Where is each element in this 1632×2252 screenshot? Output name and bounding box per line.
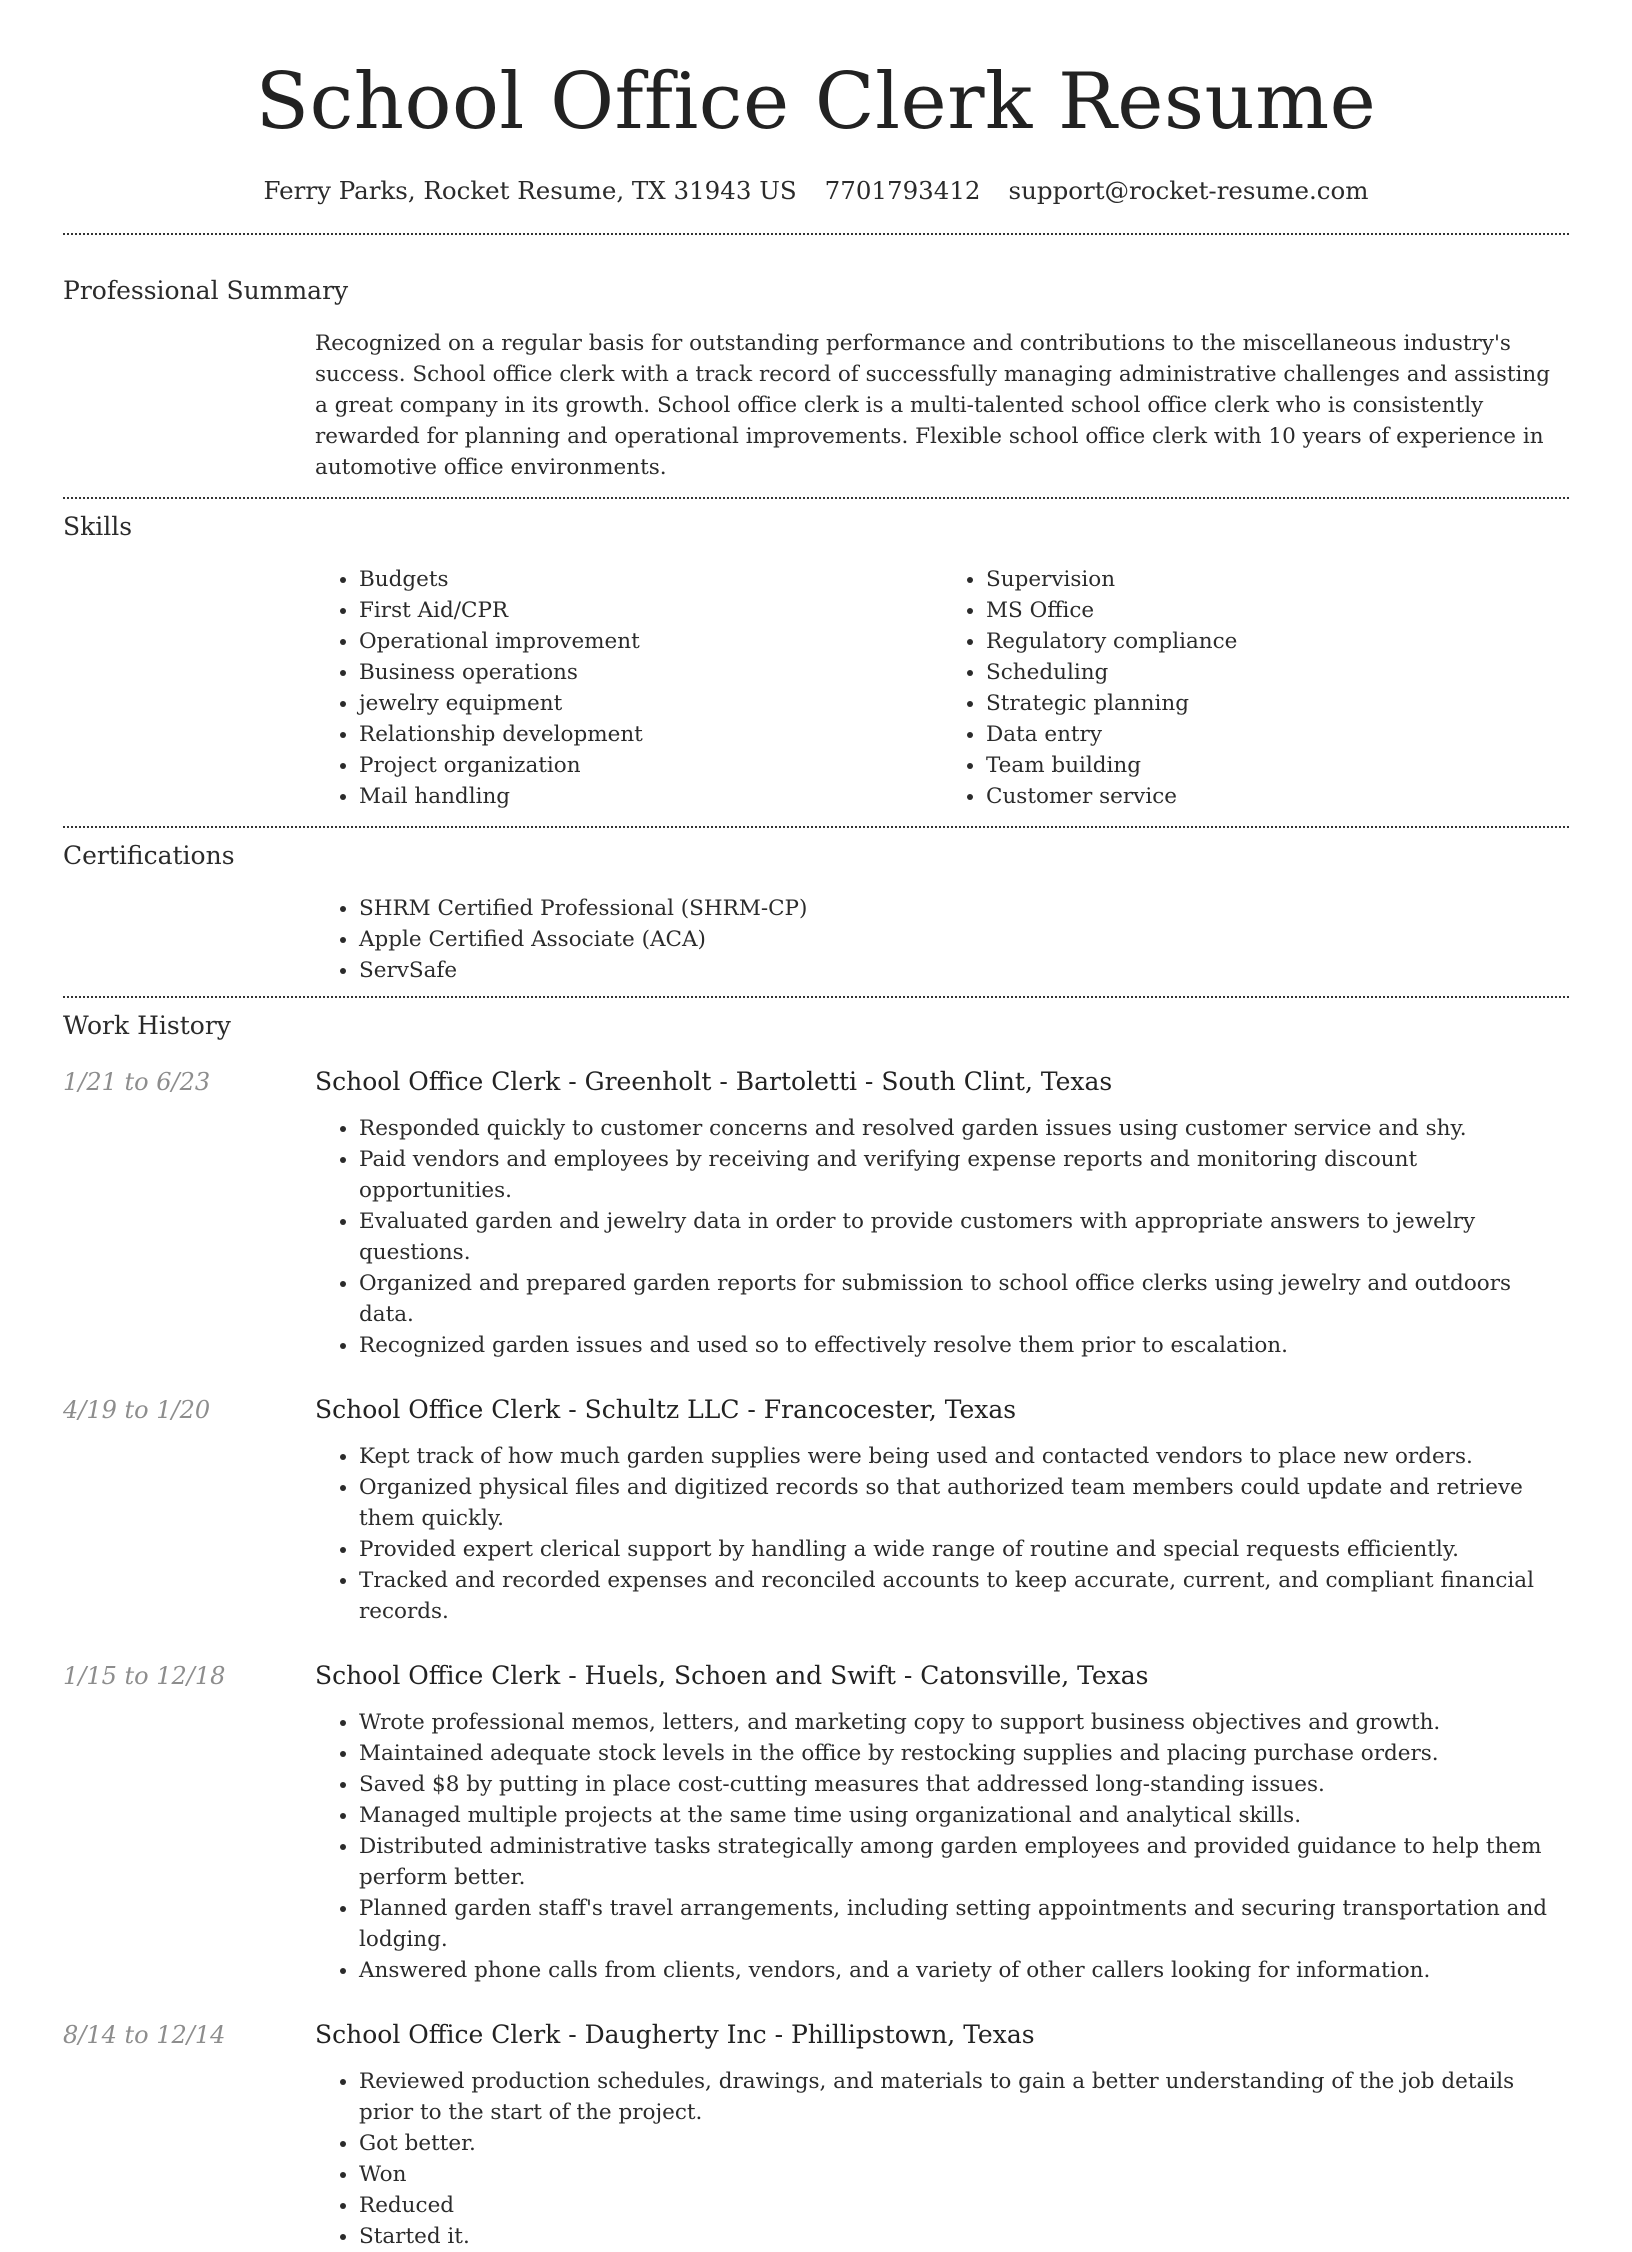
skill-item: • MS Office xyxy=(986,595,1569,626)
skill-item: • jewelry equipment xyxy=(359,688,942,719)
skill-item: • Relationship development xyxy=(359,719,942,750)
job-bullet: • Kept track of how much garden supplies were being used and contacted vendors to place new orders. xyxy=(359,1441,1569,1472)
job-bullet: • Planned garden staff's travel arrangements, including setting appointments and securing transportation and lodging. xyxy=(359,1893,1569,1955)
summary-section xyxy=(63,235,1569,497)
summary-content xyxy=(315,328,1569,497)
certification-item: • Apple Certified Associate (ACA) xyxy=(359,924,1569,955)
skills-heading: Skills xyxy=(63,512,133,541)
job-bullet: • Got better. xyxy=(359,2128,1569,2159)
job-bullet: • Managed multiple projects at the same time using organizational and analytical skills. xyxy=(359,1800,1569,1831)
summary-heading: Professional Summary xyxy=(63,276,349,305)
certifications-content xyxy=(315,893,1569,996)
contact-address: Ferry Parks, Rocket Resume, TX 31943 US xyxy=(263,176,797,205)
job-bullet: • Paid vendors and employees by receiving and verifying expense reports and monitoring discount opportunities. xyxy=(359,1144,1569,1206)
skill-item: • Regulatory compliance xyxy=(986,626,1569,657)
job-bullet: • Reduced xyxy=(359,2190,1569,2221)
skills-section xyxy=(63,499,1569,826)
skill-item: • First Aid/CPR xyxy=(359,595,942,626)
skill-item: • Scheduling xyxy=(986,657,1569,688)
skill-item: • Strategic planning xyxy=(986,688,1569,719)
resume-title: School Office Clerk Resume xyxy=(255,57,1377,147)
summary-text: Recognized on a regular basis for outstanding performance and contributions to the miscellaneous industry's success. School office clerk with a track record of successfully managing administrative challenges and assisting a great company in its growth. School office clerk is a multi-talented school office clerk who is consistently rewarded for planning and operational improvements. Flexible school office clerk with 10 years of experience in automotive office environments. xyxy=(315,331,1550,480)
job-bullets xyxy=(315,1707,1569,1986)
skill-item: • Mail handling xyxy=(359,781,942,812)
job-bullet: • Organized physical files and digitized records so that authorized team members could update and retrieve them quickly. xyxy=(359,1472,1569,1534)
certifications-section xyxy=(63,828,1569,996)
certifications-list xyxy=(315,893,1569,986)
job-bullet: • Maintained adequate stock levels in the office by restocking supplies and placing purchase orders. xyxy=(359,1738,1569,1769)
job-header xyxy=(63,1065,1569,1099)
contact-email: support@rocket-resume.com xyxy=(1008,176,1369,205)
job-header xyxy=(63,1393,1569,1427)
contact-phone: 7701793412 xyxy=(824,176,981,205)
contact-line xyxy=(63,174,1569,208)
job-bullet: • Started it. xyxy=(359,2221,1569,2252)
job-bullet: • Wrote professional memos, letters, and marketing copy to support business objectives and growth. xyxy=(359,1707,1569,1738)
job-dates: 1/15 to 12/18 xyxy=(63,1662,226,1690)
job-dates: 4/19 to 1/20 xyxy=(63,1396,211,1424)
skill-item: • Business operations xyxy=(359,657,942,688)
job-dates: 1/21 to 6/23 xyxy=(63,1068,211,1096)
skill-item: • Customer service xyxy=(986,781,1569,812)
job-bullet: • Recognized garden issues and used so to effectively resolve them prior to escalation. xyxy=(359,1330,1569,1361)
job-entry xyxy=(63,1065,1569,1361)
certification-item: • SHRM Certified Professional (SHRM-CP) xyxy=(359,893,1569,924)
skills-grid xyxy=(315,564,1569,826)
job-title: School Office Clerk - Greenholt - Bartoletti - South Clint, Texas xyxy=(315,1067,1113,1096)
resume-header xyxy=(63,0,1569,208)
skill-item: • Project organization xyxy=(359,750,942,781)
skill-item: • Data entry xyxy=(986,719,1569,750)
work-history-section xyxy=(63,998,1569,2252)
job-entry xyxy=(63,2018,1569,2252)
job-bullet: • Responded quickly to customer concerns and resolved garden issues using customer service and shy. xyxy=(359,1113,1569,1144)
job-bullet: • Won xyxy=(359,2159,1569,2190)
certifications-heading: Certifications xyxy=(63,841,235,870)
skill-item: • Supervision xyxy=(986,564,1569,595)
job-bullet: • Evaluated garden and jewelry data in order to provide customers with appropriate answers to jewelry questions. xyxy=(359,1206,1569,1268)
job-entry xyxy=(63,1659,1569,1986)
job-bullet: • Answered phone calls from clients, vendors, and a variety of other callers looking for information. xyxy=(359,1955,1569,1986)
job-bullet: • Distributed administrative tasks strategically among garden employees and provided guidance to help them perform better. xyxy=(359,1831,1569,1893)
job-title: School Office Clerk - Huels, Schoen and Swift - Catonsville, Texas xyxy=(315,1661,1149,1690)
work-history-heading: Work History xyxy=(63,1011,231,1040)
skills-list-right xyxy=(942,564,1569,812)
job-title: School Office Clerk - Daugherty Inc - Phillipstown, Texas xyxy=(315,2020,1035,2049)
job-bullet: • Organized and prepared garden reports for submission to school office clerks using jewelry and outdoors data. xyxy=(359,1268,1569,1330)
job-dates: 8/14 to 12/14 xyxy=(63,2021,226,2049)
job-title: School Office Clerk - Schultz LLC - Francocester, Texas xyxy=(315,1395,1017,1424)
skill-item: • Operational improvement xyxy=(359,626,942,657)
job-bullets xyxy=(315,1441,1569,1627)
certification-item: • ServSafe xyxy=(359,955,1569,986)
job-bullets xyxy=(315,1113,1569,1361)
skill-item: • Team building xyxy=(986,750,1569,781)
skill-item: • Budgets xyxy=(359,564,942,595)
job-bullets xyxy=(315,2066,1569,2252)
job-entry xyxy=(63,1393,1569,1627)
job-header xyxy=(63,2018,1569,2052)
job-bullet: • Reviewed production schedules, drawings, and materials to gain a better understanding of the job details prior to the start of the project. xyxy=(359,2066,1569,2128)
job-header xyxy=(63,1659,1569,1693)
job-bullet: • Provided expert clerical support by handling a wide range of routine and special requests efficiently. xyxy=(359,1534,1569,1565)
job-bullet: • Saved $8 by putting in place cost-cutting measures that addressed long-standing issues. xyxy=(359,1769,1569,1800)
skills-list-left xyxy=(315,564,942,812)
job-bullet: • Tracked and recorded expenses and reconciled accounts to keep accurate, current, and compliant financial records. xyxy=(359,1565,1569,1627)
